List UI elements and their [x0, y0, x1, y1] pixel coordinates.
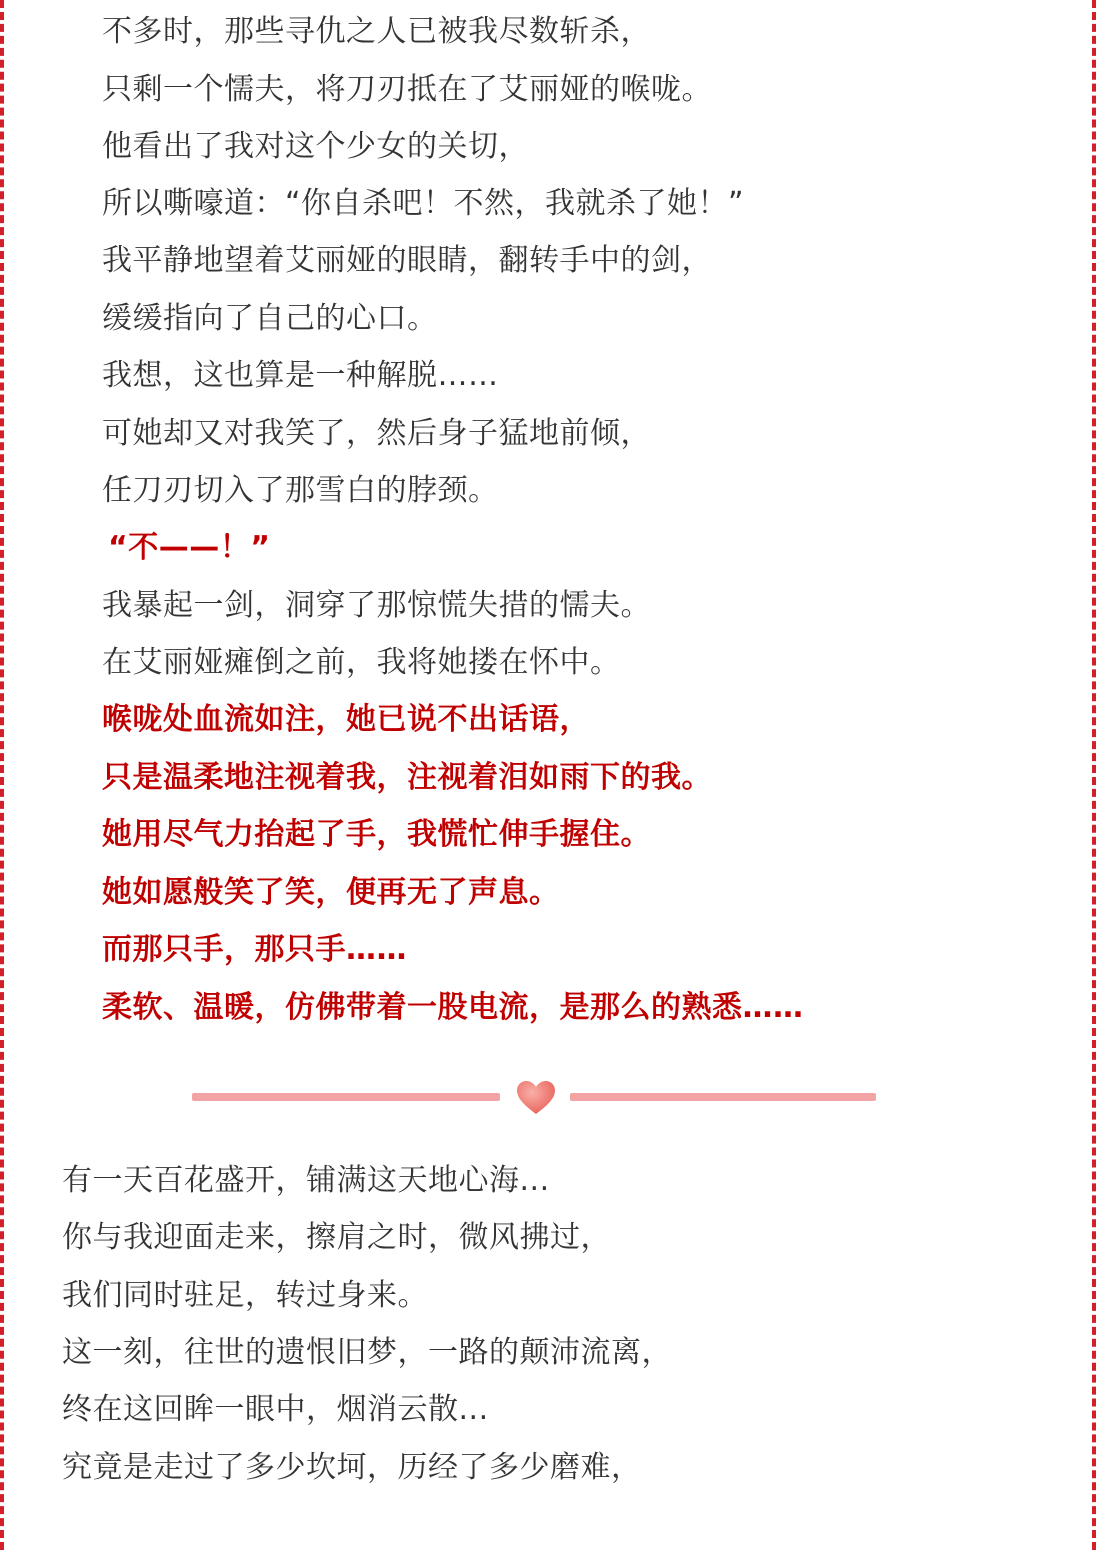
emphasis-line: 喉咙处血流如注，她已说不出话语，: [102, 702, 590, 737]
text-line: 在艾丽娅瘫倒之前，我将她搂在怀中。: [102, 645, 621, 680]
text-line: 缓缓指向了自己的心口。: [102, 301, 438, 336]
emphasis-line: 她用尽气力抬起了手，我慌忙伸手握住。: [102, 817, 651, 852]
text-line: 有一天百花盛开，铺满这天地心海...: [62, 1163, 550, 1198]
divider-bar-left: [192, 1093, 500, 1101]
text-line: 可她却又对我笑了，然后身子猛地前倾，: [102, 416, 651, 451]
exclamation-line: “不——！”: [108, 530, 271, 565]
emphasis-line: 而那只手，那只手……: [102, 932, 407, 967]
text-line: 你与我迎面走来，擦肩之时，微风拂过，: [62, 1220, 611, 1255]
text-line: 只剩一个懦夫，将刀刃抵在了艾丽娅的喉咙。: [102, 72, 712, 107]
text-line: 我平静地望着艾丽娅的眼睛，翻转手中的剑，: [102, 243, 712, 278]
text-line: 我暴起一剑，洞穿了那惊慌失措的懦夫。: [102, 588, 651, 623]
text-line: 不多时，那些寻仇之人已被我尽数斩杀，: [102, 14, 651, 49]
emphasis-line: 她如愿般笑了笑，便再无了声息。: [102, 875, 560, 910]
heart-divider: [192, 1080, 876, 1116]
divider-bar-right: [570, 1093, 876, 1101]
text-line: 我们同时驻足，转过身来。: [62, 1278, 428, 1313]
heart-icon: [516, 1080, 556, 1116]
emphasis-line: 柔软、温暖，仿佛带着一股电流，是那么的熟悉……: [102, 990, 804, 1025]
text-line: 他看出了我对这个少女的关切，: [102, 129, 529, 164]
text-line: 我想，这也算是一种解脱……: [102, 358, 499, 393]
text-line: 这一刻，往世的遗恨旧梦，一路的颠沛流离，: [62, 1335, 672, 1370]
text-line: 终在这回眸一眼中，烟消云散...: [62, 1392, 489, 1427]
text-line: 所以嘶嚎道：“你自杀吧！不然，我就杀了她！”: [102, 186, 745, 221]
text-line: 究竟是走过了多少坎坷，历经了多少磨难，: [62, 1450, 642, 1485]
emphasis-line: 只是温柔地注视着我，注视着泪如雨下的我。: [102, 760, 712, 795]
text-line: 任刀刃切入了那雪白的脖颈。: [102, 473, 499, 508]
